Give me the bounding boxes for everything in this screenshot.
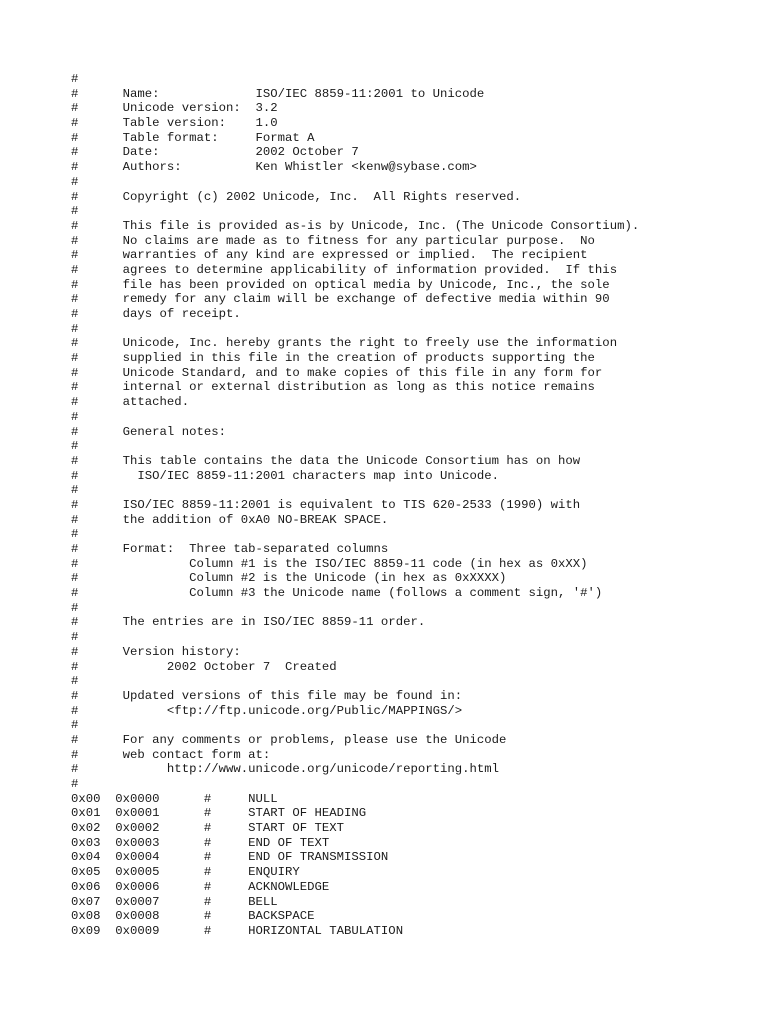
document-line: # remedy for any claim will be exchange of defective media within 90 <box>71 292 610 307</box>
document-line: 0x02 0x0002 # START OF TEXT <box>71 821 345 836</box>
document-line: # <box>71 409 79 424</box>
document-line: # supplied in this file in the creation of products supporting the <box>71 351 595 366</box>
document-line: # <box>71 439 79 454</box>
document-line: # <box>71 600 79 615</box>
document-line: # <ftp://ftp.unicode.org/Public/MAPPINGS/> <box>71 703 463 718</box>
document-line: 0x05 0x0005 # ENQUIRY <box>71 865 300 880</box>
document-line: # Version history: <box>71 644 241 659</box>
document-line: # The entries are in ISO/IEC 8859-11 order. <box>71 615 426 630</box>
document-line: # Authors: Ken Whistler <kenw@sybase.com> <box>71 160 477 175</box>
document-line: # No claims are made as to fitness for any particular purpose. No <box>71 233 595 248</box>
document-line: # Unicode version: 3.2 <box>71 101 278 116</box>
document-line: 0x08 0x0008 # BACKSPACE <box>71 909 315 924</box>
document-line: # <box>71 72 79 86</box>
document-line: # <box>71 527 79 542</box>
document-line: # web contact form at: <box>71 747 271 762</box>
document-line: # General notes: <box>71 424 226 439</box>
document-line: # <box>71 204 79 219</box>
document-line: # <box>71 718 79 733</box>
document-line: 0x07 0x0007 # BELL <box>71 894 278 909</box>
document-line: # http://www.unicode.org/unicode/reporting.html <box>71 762 500 777</box>
mapping-file-listing <box>71 72 639 939</box>
document-line: # For any comments or problems, please use the Unicode <box>71 732 507 747</box>
document-line: # warranties of any kind are expressed or implied. The recipient <box>71 248 588 263</box>
document-line: # Column #3 the Unicode name (follows a comment sign, '#') <box>71 586 603 601</box>
document-line: # 2002 October 7 Created <box>71 659 337 674</box>
document-line: 0x01 0x0001 # START OF HEADING <box>71 806 367 821</box>
document-line: # ISO/IEC 8859-11:2001 characters map into Unicode. <box>71 468 500 483</box>
document-line: # Copyright (c) 2002 Unicode, Inc. All Rights reserved. <box>71 189 522 204</box>
document-line: 0x04 0x0004 # END OF TRANSMISSION <box>71 850 389 865</box>
document-line: # Format: Three tab-separated columns <box>71 542 389 556</box>
document-line: # Column #1 is the ISO/IEC 8859-11 code (in hex as 0xXX) <box>71 556 588 571</box>
document-line: 0x03 0x0003 # END OF TEXT <box>71 835 330 850</box>
document-line: # Date: 2002 October 7 <box>71 145 359 160</box>
document-line: # <box>71 321 79 336</box>
document-line: # the addition of 0xA0 NO-BREAK SPACE. <box>71 512 389 527</box>
document-line: # <box>71 483 79 498</box>
document-line: # <box>71 174 79 189</box>
document-line: 0x06 0x0006 # ACKNOWLEDGE <box>71 879 330 894</box>
document-line: # <box>71 674 79 689</box>
document-line: 0x00 0x0000 # NULL <box>71 791 278 806</box>
document-line: 0x09 0x0009 # HORIZONTAL TABULATION <box>71 923 404 938</box>
document-line: # ISO/IEC 8859-11:2001 is equivalent to TIS 620-2533 (1990) with <box>71 497 581 512</box>
document-line: # This table contains the data the Unicode Consortium has on how <box>71 453 581 468</box>
document-line: # Unicode, Inc. hereby grants the right to freely use the information <box>71 336 618 351</box>
document-line: # Column #2 is the Unicode (in hex as 0xXXXX) <box>71 571 507 586</box>
document-line: # Table version: 1.0 <box>71 116 278 131</box>
document-line: # days of receipt. <box>71 307 241 321</box>
document-line: # Name: ISO/IEC 8859-11:2001 to Unicode <box>71 86 485 101</box>
document-line: # <box>71 777 79 791</box>
document-line: # internal or external distribution as long as this notice remains <box>71 380 595 395</box>
document-line: # file has been provided on optical media by Unicode, Inc., the sole <box>71 277 610 292</box>
document-line: # agrees to determine applicability of information provided. If this <box>71 262 618 277</box>
document-line: # This file is provided as-is by Unicode, Inc. (The Unicode Consortium). <box>71 218 640 233</box>
document-line: # attached. <box>71 395 190 410</box>
document-line: # Updated versions of this file may be found in: <box>71 688 463 703</box>
document-line: # Unicode Standard, and to make copies of this file in any form for <box>71 365 603 380</box>
document-line: # <box>71 630 79 645</box>
document-line: # Table format: Format A <box>71 130 315 145</box>
